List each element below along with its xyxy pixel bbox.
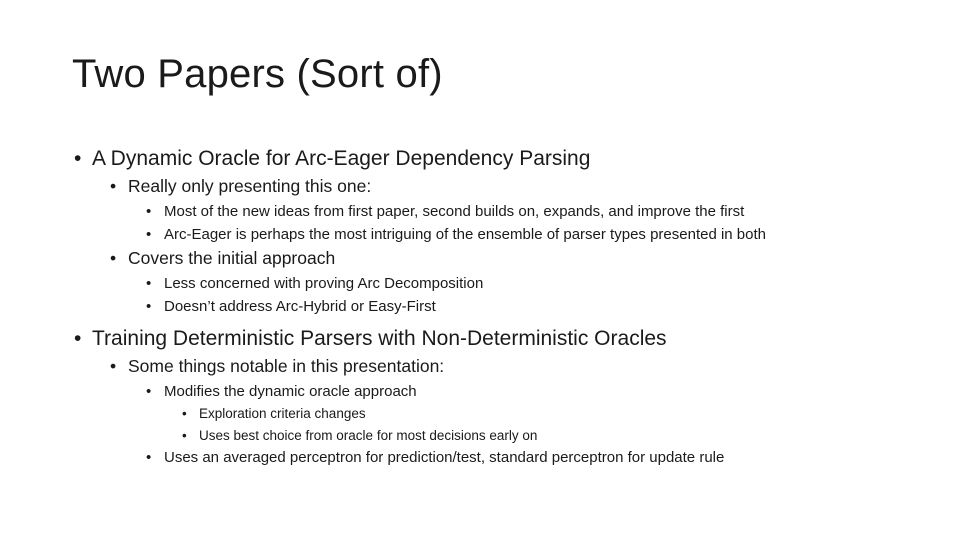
bullet-item-l3 bbox=[146, 276, 483, 291]
bullet-icon: • bbox=[74, 327, 82, 350]
bullet-text: Doesn’t address Arc-Hybrid or Easy-First bbox=[164, 298, 436, 315]
bullet-item-l3 bbox=[146, 227, 766, 242]
bullet-text: A Dynamic Oracle for Arc-Eager Dependency Parsing bbox=[92, 147, 591, 170]
bullet-icon: • bbox=[146, 298, 152, 315]
bullet-item-l2 bbox=[110, 250, 335, 268]
bullet-item-l3 bbox=[146, 299, 436, 314]
bullet-text: Exploration criteria changes bbox=[199, 406, 366, 421]
bullet-text: Arc-Eager is perhaps the most intriguing of the ensemble of parser types presented in both bbox=[164, 226, 766, 243]
bullet-icon: • bbox=[146, 226, 152, 243]
bullet-text: Training Deterministic Parsers with Non-Deterministic Oracles bbox=[92, 327, 667, 350]
bullet-icon: • bbox=[146, 275, 152, 292]
bullet-icon: • bbox=[110, 356, 117, 376]
slide-title: Two Papers (Sort of) bbox=[72, 52, 443, 96]
bullet-item-l2 bbox=[110, 358, 444, 376]
bullet-item-l4 bbox=[182, 429, 537, 443]
bullet-item-l1 bbox=[74, 328, 667, 349]
bullet-icon: • bbox=[146, 203, 152, 220]
bullet-icon: • bbox=[110, 176, 117, 196]
bullet-text: Less concerned with proving Arc Decomposition bbox=[164, 275, 484, 292]
bullet-text: Covers the initial approach bbox=[128, 248, 336, 268]
bullet-item-l1 bbox=[74, 148, 590, 169]
bullet-icon: • bbox=[182, 406, 187, 421]
bullet-text: Uses best choice from oracle for most decisions early on bbox=[199, 428, 538, 443]
bullet-item-l3 bbox=[146, 384, 417, 399]
bullet-icon: • bbox=[74, 147, 82, 170]
bullet-text: Some things notable in this presentation: bbox=[128, 356, 445, 376]
bullet-item-l2 bbox=[110, 178, 371, 196]
bullet-icon: • bbox=[146, 449, 152, 466]
bullet-text: Modifies the dynamic oracle approach bbox=[164, 383, 417, 400]
bullet-icon: • bbox=[182, 428, 187, 443]
bullet-item-l4 bbox=[182, 407, 366, 421]
bullet-text: Uses an averaged perceptron for prediction/test, standard perceptron for update rule bbox=[164, 449, 725, 466]
bullet-item-l3 bbox=[146, 204, 744, 219]
bullet-icon: • bbox=[146, 383, 152, 400]
bullet-text: Most of the new ideas from first paper, second builds on, expands, and improve the first bbox=[164, 203, 745, 220]
bullet-icon: • bbox=[110, 248, 117, 268]
bullet-text: Really only presenting this one: bbox=[128, 176, 372, 196]
bullet-item-l3 bbox=[146, 450, 724, 465]
